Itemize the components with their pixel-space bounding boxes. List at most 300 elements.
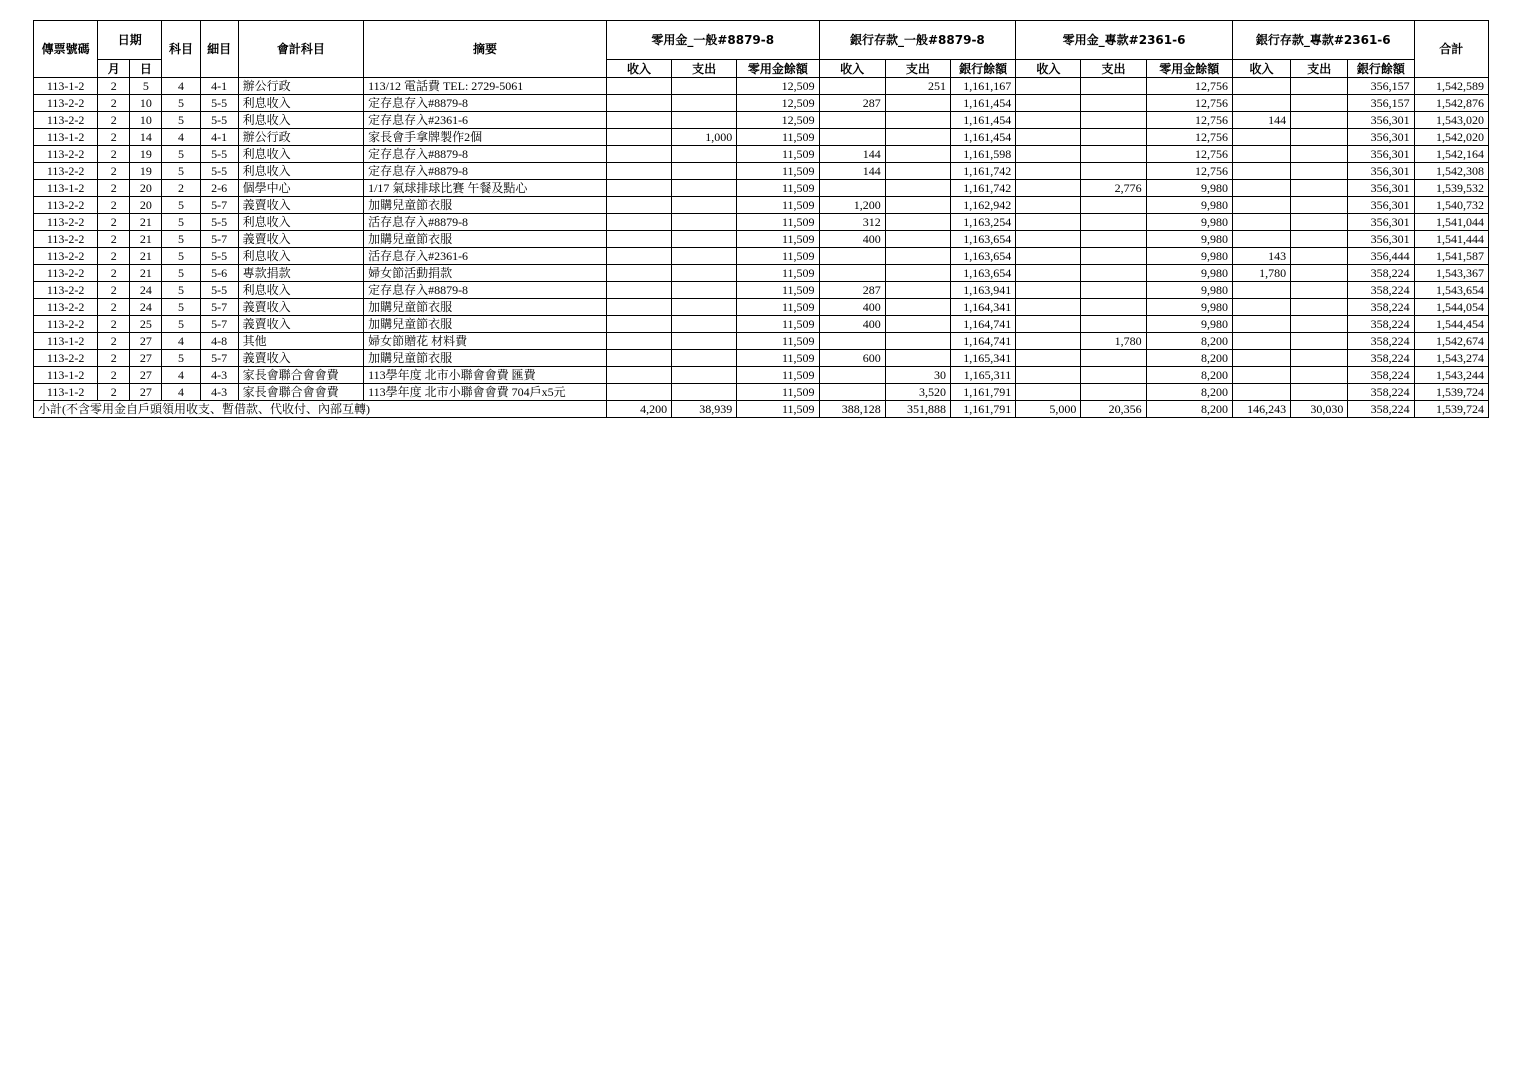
cell-g1-income <box>606 231 671 248</box>
cell-g3-expense <box>1081 146 1146 163</box>
cell-g1-income <box>606 95 671 112</box>
table-row <box>34 214 1489 231</box>
cell-g3-income <box>1016 129 1081 146</box>
cell-g3-balance: 9,980 <box>1146 214 1232 231</box>
cell-g4-expense <box>1291 316 1348 333</box>
cell-g2-income <box>819 248 885 265</box>
header-group-bank-general: 銀行存款_一般#8879-8 <box>819 21 1016 60</box>
cell-g2-expense <box>885 112 950 129</box>
header-group-bank-special: 銀行存款_專款#2361-6 <box>1232 21 1414 60</box>
table-row <box>34 197 1489 214</box>
cell-g2-expense <box>885 299 950 316</box>
subtotal-g2-expense: 351,888 <box>885 401 950 418</box>
subtotal-g4-expense: 30,030 <box>1291 401 1348 418</box>
cell-g1-income <box>606 197 671 214</box>
cell-g2-balance: 1,164,741 <box>950 316 1015 333</box>
cell-g3-expense <box>1081 214 1146 231</box>
cell-g3-expense <box>1081 95 1146 112</box>
cell-g3-income <box>1016 163 1081 180</box>
cell-subject: 5 <box>162 112 200 129</box>
cell-g1-expense <box>672 231 737 248</box>
cell-month: 2 <box>98 95 130 112</box>
cell-g3-balance: 12,756 <box>1146 112 1232 129</box>
cell-g1-expense <box>672 316 737 333</box>
cell-g1-income <box>606 146 671 163</box>
cell-total: 1,543,020 <box>1414 112 1488 129</box>
cell-month: 2 <box>98 333 130 350</box>
cell-g2-income: 144 <box>819 146 885 163</box>
cell-g1-balance: 11,509 <box>737 333 819 350</box>
cell-g4-expense <box>1291 384 1348 401</box>
cell-g2-expense <box>885 180 950 197</box>
cell-g3-income <box>1016 112 1081 129</box>
cell-subject: 5 <box>162 214 200 231</box>
cell-subject: 5 <box>162 231 200 248</box>
cell-g1-balance: 11,509 <box>737 146 819 163</box>
cell-g2-balance: 1,163,654 <box>950 265 1015 282</box>
cell-g3-expense <box>1081 231 1146 248</box>
table-row <box>34 129 1489 146</box>
table-row <box>34 299 1489 316</box>
cell-total: 1,541,587 <box>1414 248 1488 265</box>
cell-g3-balance: 8,200 <box>1146 367 1232 384</box>
subtotal-g4-income: 146,243 <box>1232 401 1290 418</box>
cell-g3-income <box>1016 367 1081 384</box>
cell-g4-income <box>1232 95 1290 112</box>
cell-subject: 5 <box>162 197 200 214</box>
cell-g1-balance: 11,509 <box>737 214 819 231</box>
cell-g4-balance: 356,301 <box>1348 112 1414 129</box>
cell-detail: 4-3 <box>200 367 238 384</box>
cell-g2-income: 312 <box>819 214 885 231</box>
cell-g2-income <box>819 180 885 197</box>
cell-month: 2 <box>98 112 130 129</box>
cell-total: 1,541,444 <box>1414 231 1488 248</box>
cell-month: 2 <box>98 384 130 401</box>
cell-summary: 1/17 氣球排球比賽 午餐及點心 <box>364 180 607 197</box>
cell-g2-income <box>819 78 885 95</box>
cell-detail: 5-7 <box>200 350 238 367</box>
cell-account: 辦公行政 <box>238 78 363 95</box>
cell-voucher: 113-2-2 <box>34 197 98 214</box>
cell-g3-balance: 8,200 <box>1146 333 1232 350</box>
cell-account: 其他 <box>238 333 363 350</box>
cell-g3-balance: 8,200 <box>1146 384 1232 401</box>
cell-g2-balance: 1,165,341 <box>950 350 1015 367</box>
cell-g1-income <box>606 265 671 282</box>
cell-g1-expense <box>672 299 737 316</box>
cell-g1-balance: 11,509 <box>737 231 819 248</box>
header-group-petty-special: 零用金_專款#2361-6 <box>1016 21 1233 60</box>
cell-g3-expense <box>1081 350 1146 367</box>
cell-day: 24 <box>130 299 162 316</box>
cell-g4-balance: 358,224 <box>1348 384 1414 401</box>
cell-day: 21 <box>130 214 162 231</box>
cell-g1-expense <box>672 146 737 163</box>
cell-summary: 加購兒童節衣服 <box>364 350 607 367</box>
cell-account: 利息收入 <box>238 146 363 163</box>
cell-detail: 5-7 <box>200 231 238 248</box>
cell-g1-expense <box>672 248 737 265</box>
cell-g1-balance: 11,509 <box>737 197 819 214</box>
cell-g4-balance: 358,224 <box>1348 265 1414 282</box>
cell-voucher: 113-2-2 <box>34 231 98 248</box>
cell-g3-income <box>1016 78 1081 95</box>
cell-summary: 婦女節贈花 材料費 <box>364 333 607 350</box>
cell-g3-expense: 2,776 <box>1081 180 1146 197</box>
cell-g2-income: 1,200 <box>819 197 885 214</box>
cell-account: 義賣收入 <box>238 231 363 248</box>
cell-g1-balance: 12,509 <box>737 112 819 129</box>
table-row <box>34 333 1489 350</box>
cell-subject: 5 <box>162 350 200 367</box>
cell-subject: 5 <box>162 265 200 282</box>
cell-g4-income <box>1232 146 1290 163</box>
cell-g4-expense <box>1291 265 1348 282</box>
cell-g4-balance: 356,301 <box>1348 197 1414 214</box>
cell-g2-balance: 1,163,941 <box>950 282 1015 299</box>
cell-month: 2 <box>98 214 130 231</box>
cell-g3-income <box>1016 384 1081 401</box>
cell-total: 1,540,732 <box>1414 197 1488 214</box>
cell-voucher: 113-1-2 <box>34 129 98 146</box>
cell-total: 1,544,454 <box>1414 316 1488 333</box>
cell-day: 21 <box>130 265 162 282</box>
cell-g3-balance: 12,756 <box>1146 95 1232 112</box>
subtotal-total: 1,539,724 <box>1414 401 1488 418</box>
cell-summary: 定存息存入#8879-8 <box>364 282 607 299</box>
cell-g4-balance: 358,224 <box>1348 299 1414 316</box>
cell-g3-balance: 12,756 <box>1146 163 1232 180</box>
cell-g4-income <box>1232 384 1290 401</box>
cell-g3-expense <box>1081 282 1146 299</box>
cell-voucher: 113-1-2 <box>34 180 98 197</box>
cell-g1-expense <box>672 78 737 95</box>
cell-g3-expense <box>1081 299 1146 316</box>
cell-voucher: 113-2-2 <box>34 316 98 333</box>
cell-g1-expense <box>672 163 737 180</box>
cell-total: 1,539,724 <box>1414 384 1488 401</box>
cell-g1-income <box>606 180 671 197</box>
cell-g2-income <box>819 367 885 384</box>
cell-g1-income <box>606 248 671 265</box>
subtotal-g3-income: 5,000 <box>1016 401 1081 418</box>
cell-voucher: 113-2-2 <box>34 112 98 129</box>
cell-total: 1,542,674 <box>1414 333 1488 350</box>
cell-day: 10 <box>130 112 162 129</box>
cell-g3-expense: 1,780 <box>1081 333 1146 350</box>
cell-g2-balance: 1,161,454 <box>950 95 1015 112</box>
table-row <box>34 146 1489 163</box>
cell-account: 利息收入 <box>238 112 363 129</box>
cell-month: 2 <box>98 231 130 248</box>
cell-voucher: 113-1-2 <box>34 367 98 384</box>
cell-detail: 5-5 <box>200 146 238 163</box>
subtotal-g2-balance: 1,161,791 <box>950 401 1015 418</box>
cell-g4-balance: 356,301 <box>1348 146 1414 163</box>
cell-month: 2 <box>98 78 130 95</box>
cell-account: 家長會聯合會會費 <box>238 384 363 401</box>
cell-g4-balance: 358,224 <box>1348 282 1414 299</box>
cell-g4-income: 1,780 <box>1232 265 1290 282</box>
cell-g4-balance: 356,301 <box>1348 214 1414 231</box>
cell-g4-balance: 358,224 <box>1348 350 1414 367</box>
cell-summary: 定存息存入#2361-6 <box>364 112 607 129</box>
cell-g4-income <box>1232 78 1290 95</box>
cell-detail: 5-7 <box>200 299 238 316</box>
cell-g2-balance: 1,161,454 <box>950 129 1015 146</box>
cell-g4-expense <box>1291 231 1348 248</box>
cell-g4-expense <box>1291 333 1348 350</box>
cell-subject: 5 <box>162 163 200 180</box>
cell-g2-income: 144 <box>819 163 885 180</box>
cell-g1-income <box>606 333 671 350</box>
cell-day: 20 <box>130 197 162 214</box>
cell-voucher: 113-2-2 <box>34 163 98 180</box>
cell-g4-expense <box>1291 180 1348 197</box>
cell-detail: 4-3 <box>200 384 238 401</box>
cell-total: 1,544,054 <box>1414 299 1488 316</box>
cell-month: 2 <box>98 367 130 384</box>
cell-g3-balance: 12,756 <box>1146 146 1232 163</box>
cell-account: 專款捐款 <box>238 265 363 282</box>
cell-g3-expense <box>1081 112 1146 129</box>
cell-g2-income: 287 <box>819 282 885 299</box>
header-g4-expense: 支出 <box>1291 60 1348 78</box>
cell-g2-balance: 1,161,454 <box>950 112 1015 129</box>
cell-g1-expense <box>672 180 737 197</box>
cell-detail: 5-5 <box>200 282 238 299</box>
subtotal-g1-expense: 38,939 <box>672 401 737 418</box>
cell-g2-balance: 1,161,598 <box>950 146 1015 163</box>
cell-g1-balance: 11,509 <box>737 299 819 316</box>
cell-g3-expense <box>1081 163 1146 180</box>
cell-g2-expense: 251 <box>885 78 950 95</box>
cell-total: 1,543,367 <box>1414 265 1488 282</box>
cell-detail: 5-5 <box>200 163 238 180</box>
cell-account: 利息收入 <box>238 163 363 180</box>
cell-g4-expense <box>1291 214 1348 231</box>
cell-g2-balance: 1,162,942 <box>950 197 1015 214</box>
cell-day: 10 <box>130 95 162 112</box>
header-g1-balance: 零用金餘額 <box>737 60 819 78</box>
table-row <box>34 265 1489 282</box>
cell-g1-expense <box>672 95 737 112</box>
cell-g4-balance: 358,224 <box>1348 367 1414 384</box>
cell-g1-income <box>606 299 671 316</box>
cell-g4-balance: 356,157 <box>1348 78 1414 95</box>
cell-summary: 加購兒童節衣服 <box>364 316 607 333</box>
header-month: 月 <box>98 60 130 78</box>
cell-day: 21 <box>130 248 162 265</box>
cell-g3-income <box>1016 95 1081 112</box>
table-row <box>34 78 1489 95</box>
cell-voucher: 113-2-2 <box>34 299 98 316</box>
cell-g2-income: 400 <box>819 299 885 316</box>
cell-g1-income <box>606 282 671 299</box>
header-subject: 科目 <box>162 21 200 78</box>
ledger-table <box>33 20 1489 418</box>
table-row <box>34 282 1489 299</box>
subtotal-g4-balance: 358,224 <box>1348 401 1414 418</box>
cell-g3-expense <box>1081 265 1146 282</box>
cell-g4-expense <box>1291 95 1348 112</box>
cell-g2-income <box>819 384 885 401</box>
cell-g3-income <box>1016 316 1081 333</box>
cell-g3-income <box>1016 265 1081 282</box>
cell-g2-expense <box>885 248 950 265</box>
cell-g3-expense <box>1081 248 1146 265</box>
cell-g2-expense <box>885 146 950 163</box>
subtotal-g1-balance: 11,509 <box>737 401 819 418</box>
cell-g3-income <box>1016 231 1081 248</box>
cell-day: 21 <box>130 231 162 248</box>
cell-g3-income <box>1016 248 1081 265</box>
cell-summary: 加購兒童節衣服 <box>364 299 607 316</box>
cell-voucher: 113-2-2 <box>34 350 98 367</box>
cell-g1-income <box>606 384 671 401</box>
header-g1-income: 收入 <box>606 60 671 78</box>
cell-account: 義賣收入 <box>238 316 363 333</box>
cell-month: 2 <box>98 299 130 316</box>
cell-g1-balance: 11,509 <box>737 367 819 384</box>
cell-g2-balance: 1,164,341 <box>950 299 1015 316</box>
cell-voucher: 113-2-2 <box>34 282 98 299</box>
cell-g2-balance: 1,165,311 <box>950 367 1015 384</box>
cell-g1-income <box>606 367 671 384</box>
cell-g1-expense <box>672 112 737 129</box>
cell-g2-expense <box>885 282 950 299</box>
header-voucher: 傳票號碼 <box>34 21 98 78</box>
cell-g1-balance: 11,509 <box>737 316 819 333</box>
header-group-petty-general: 零用金_一般#8879-8 <box>606 21 819 60</box>
header-g4-income: 收入 <box>1232 60 1290 78</box>
cell-summary: 活存息存入#2361-6 <box>364 248 607 265</box>
cell-voucher: 113-2-2 <box>34 95 98 112</box>
cell-summary: 113學年度 北市小聯會會費 匯費 <box>364 367 607 384</box>
cell-g1-income <box>606 163 671 180</box>
header-g3-balance: 零用金餘額 <box>1146 60 1232 78</box>
cell-g3-balance: 12,756 <box>1146 129 1232 146</box>
cell-g2-expense: 30 <box>885 367 950 384</box>
cell-account: 利息收入 <box>238 214 363 231</box>
cell-g3-balance: 9,980 <box>1146 316 1232 333</box>
cell-summary: 婦女節活動捐款 <box>364 265 607 282</box>
cell-g4-income <box>1232 180 1290 197</box>
cell-g3-balance: 9,980 <box>1146 197 1232 214</box>
cell-subject: 5 <box>162 248 200 265</box>
cell-subject: 5 <box>162 95 200 112</box>
cell-summary: 活存息存入#8879-8 <box>364 214 607 231</box>
cell-g1-balance: 11,509 <box>737 248 819 265</box>
cell-g1-balance: 11,509 <box>737 384 819 401</box>
cell-summary: 加購兒童節衣服 <box>364 231 607 248</box>
cell-g4-balance: 356,301 <box>1348 163 1414 180</box>
cell-month: 2 <box>98 316 130 333</box>
cell-g2-expense <box>885 163 950 180</box>
cell-g3-expense <box>1081 197 1146 214</box>
cell-day: 5 <box>130 78 162 95</box>
table-row <box>34 231 1489 248</box>
cell-g2-balance: 1,161,742 <box>950 163 1015 180</box>
cell-g2-income <box>819 265 885 282</box>
cell-g4-expense <box>1291 367 1348 384</box>
cell-g3-income <box>1016 146 1081 163</box>
cell-g4-income <box>1232 214 1290 231</box>
cell-day: 19 <box>130 146 162 163</box>
cell-g4-income <box>1232 197 1290 214</box>
cell-g2-expense: 3,520 <box>885 384 950 401</box>
cell-g2-expense <box>885 231 950 248</box>
header-date: 日期 <box>98 21 162 60</box>
table-row <box>34 95 1489 112</box>
cell-g3-expense <box>1081 129 1146 146</box>
cell-subject: 2 <box>162 180 200 197</box>
cell-g4-expense <box>1291 282 1348 299</box>
cell-g4-expense <box>1291 163 1348 180</box>
cell-summary: 加購兒童節衣服 <box>364 197 607 214</box>
cell-g3-income <box>1016 350 1081 367</box>
cell-g2-expense <box>885 214 950 231</box>
cell-day: 27 <box>130 350 162 367</box>
cell-voucher: 113-2-2 <box>34 265 98 282</box>
cell-day: 14 <box>130 129 162 146</box>
cell-summary: 定存息存入#8879-8 <box>364 95 607 112</box>
cell-account: 義賣收入 <box>238 350 363 367</box>
cell-g4-income <box>1232 282 1290 299</box>
cell-total: 1,542,876 <box>1414 95 1488 112</box>
cell-g2-expense <box>885 333 950 350</box>
cell-g4-balance: 358,224 <box>1348 316 1414 333</box>
cell-total: 1,543,654 <box>1414 282 1488 299</box>
cell-g2-balance: 1,161,791 <box>950 384 1015 401</box>
cell-account: 利息收入 <box>238 95 363 112</box>
cell-detail: 5-5 <box>200 248 238 265</box>
cell-g1-income <box>606 350 671 367</box>
cell-month: 2 <box>98 197 130 214</box>
header-summary: 摘要 <box>364 21 607 78</box>
cell-g1-expense <box>672 282 737 299</box>
cell-g2-expense <box>885 197 950 214</box>
cell-summary: 定存息存入#8879-8 <box>364 163 607 180</box>
cell-voucher: 113-1-2 <box>34 384 98 401</box>
cell-detail: 5-7 <box>200 197 238 214</box>
cell-total: 1,542,589 <box>1414 78 1488 95</box>
cell-detail: 5-6 <box>200 265 238 282</box>
cell-g1-income <box>606 129 671 146</box>
cell-total: 1,542,308 <box>1414 163 1488 180</box>
cell-g4-balance: 356,157 <box>1348 95 1414 112</box>
cell-g3-balance: 12,756 <box>1146 78 1232 95</box>
cell-g2-income <box>819 333 885 350</box>
cell-voucher: 113-1-2 <box>34 333 98 350</box>
cell-g3-balance: 9,980 <box>1146 248 1232 265</box>
table-row <box>34 350 1489 367</box>
cell-g3-income <box>1016 282 1081 299</box>
cell-g1-balance: 11,509 <box>737 163 819 180</box>
cell-g1-expense <box>672 333 737 350</box>
cell-day: 27 <box>130 333 162 350</box>
cell-detail: 5-7 <box>200 316 238 333</box>
cell-g4-balance: 356,301 <box>1348 231 1414 248</box>
cell-subject: 4 <box>162 78 200 95</box>
cell-g4-expense <box>1291 248 1348 265</box>
cell-subject: 5 <box>162 146 200 163</box>
header-row-top <box>34 21 1489 60</box>
cell-g2-expense <box>885 350 950 367</box>
header-g2-income: 收入 <box>819 60 885 78</box>
table-row <box>34 316 1489 333</box>
